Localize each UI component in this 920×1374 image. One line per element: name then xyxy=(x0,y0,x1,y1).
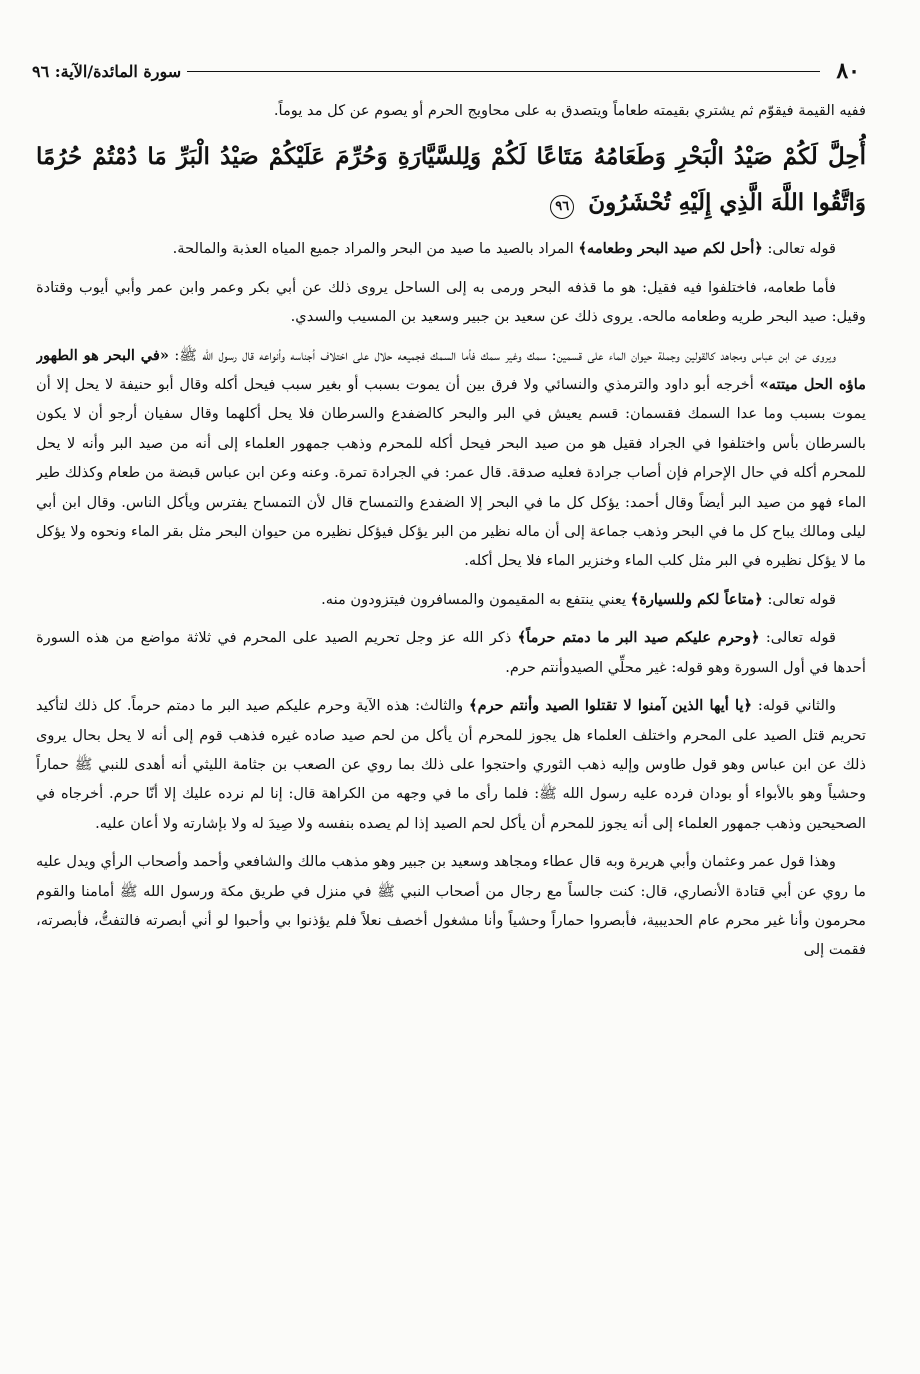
paragraph-post: والثالث: هذه الآية وحرم عليكم صيد البر ما دمتم حرماً. كل ذلك لتأكيد تحريم قتل الصيد على المحرم واختلف العلماء هل يجوز للمحرم أن يأكل من لحم صيد صاده غيره فذهب قوم إلى أنه لا يحل بحال يروى ذلك عن ابن عباس وهو قول طاوس وإليه ذهب الثوري واحتجوا على ذلك بما روي عن الصعب بن جثامة الليثي أنه أهدى للنبي ﷺ حماراً وحشياً وهو بالأبواء أو بودان فرده عليه رسول الله ﷺ: فلما رأى ما في وجهه من الكراهة قال: إنا لم نرده عليك إلا أنّا حرم. أخرجاه في الصحيحين وذهب جمهور العلماء إلى أنه يجوز للمحرم أن يأكل لحم الصيد إذا لم يصده بنفسه ولا صِيدَ له ولا بإشارته ولا أعان عليه. xyxy=(36,697,866,832)
header-rule xyxy=(187,71,820,72)
paragraph-pre: قوله تعالى: xyxy=(759,629,837,647)
verse-number-marker: ٩٦ xyxy=(550,195,574,219)
paragraph xyxy=(36,847,866,965)
quoted-hadith: «في البحر هو الطهور ماؤه الحل ميتته» xyxy=(36,346,866,394)
paragraph-pre: ويروى عن ابن عباس ومجاهد كالقولين وجملة حيوان الماء على قسمين: سمك وغير سمك فأما السمك فجميعه حلال على اختلاف أجناسه وأنواعه قال رسول الله ﷺ: xyxy=(169,346,836,364)
quran-verse xyxy=(36,134,866,226)
paragraph-post: المراد بالصيد ما صيد من البحر والمراد جميع المياه العذبة والمالحة. xyxy=(172,240,579,258)
paragraph-post: أخرجه أبو داود والترمذي والنسائي ولا فرق بين أن يموت بسبب أو بغير سبب فيحل أكله وقال أبو حنيفة لا يحل إلا أن يموت بسبب وما عدا السمك فقسمان: قسم يعيش في البر والبحر كالضفدع والسرطان فلا يحل أكلهما وقال سفيان أرجو أن لا يكون بالسرطان بأس واختلفوا في الجراد فقيل هو من صيد البحر فيحل أكله للمحرم وذهب جمهور العلماء إلى أنه من صيد البر وأنه لا يحل للمحرم أكله في حال الإحرام فإن أصاب جرادة فعليه صدقة. قال عمر: في الجرادة تمرة. وعنه وعن ابن عباس قبضة من طعام وكذلك طير الماء فهو من صيد البر أيضاً وقال أحمد: يؤكل كل ما في البحر إلا الضفدع والتمساح قال لأن التمساح يفترس ويأكل الناس. وقال ابن أبي ليلى ومالك يباح كل ما في البحر وذهب جماعة إلى أن ماله نظير من البر يؤكل فيؤكل نظيره من حيوان البحر مثل بقر الماء ونحوه ولا يؤكل ما لا يؤكل نظيره في البر مثل كلب الماء وخنزير الماء فلا يحل أكله. xyxy=(36,376,866,570)
intro-paragraph: ففيه القيمة فيقوّم ثم يشتري بقيمته طعاماً ويتصدق به على محاويج الحرم أو يصوم عن كل مد يوماً. xyxy=(273,102,866,119)
paragraph xyxy=(36,585,866,614)
paragraph xyxy=(36,691,866,838)
paragraph xyxy=(36,273,866,332)
paragraph-post: ذكر الله عز وجل تحريم الصيد على المحرم في ثلاثة مواضع من هذه السورة أحدها في أول السورة وهو قوله: غير محلِّي الصيدوأنتم حرم. xyxy=(36,629,866,676)
paragraph-pre: قوله تعالى: xyxy=(762,590,836,608)
page-header xyxy=(32,56,860,86)
paragraph-pre: قوله تعالى: xyxy=(762,240,836,258)
paragraph xyxy=(36,341,866,576)
surah-reference: سورة المائدة/الآية: ٩٦ xyxy=(32,61,182,81)
quoted-verse: ﴿يا أيها الذين آمنوا لا تقتلوا الصيد وأنتم حرم﴾ xyxy=(469,697,753,715)
paragraph-post: يعني ينتفع به المقيمون والمسافرون فيتزودون منه. xyxy=(321,590,631,608)
paragraph xyxy=(36,234,866,263)
quoted-verse: ﴿وحرم عليكم صيد البر ما دمتم حرماً﴾ xyxy=(517,629,760,647)
paragraph-post: فأما طعامه، فاختلفوا فيه فقيل: هو ما قذفه البحر ورمى به إلى الساحل يروى ذلك عن أبي بكر وعمر وابن عمر وأبي أيوب وقتادة وقيل: صيد البحر طريه وطعامه مالحه. يروى ذلك عن سعيد بن جبير وسعيد بن المسيب والسدي. xyxy=(36,278,866,326)
paragraph-pre: والثاني قوله: xyxy=(752,697,836,715)
verse-text: أُحِلَّ لَكُمْ صَيْدُ الْبَحْرِ وَطَعَامُهُ مَتَاعًا لَكُمْ وَلِلسَّيَّارَةِ وَحُرِّمَ عَلَيْكُمْ صَيْدُ الْبَرِّ مَا دُمْتُمْ حُرُمًا وَاتَّقُوا اللَّهَ الَّذِي إِلَيْهِ تُحْشَرُونَ xyxy=(36,143,866,217)
quoted-verse: ﴿متاعاً لكم وللسيارة﴾ xyxy=(630,590,763,608)
paragraph-post: وهذا قول عمر وعثمان وأبي هريرة وبه قال عطاء ومجاهد وسعيد بن جبير وهو مذهب مالك والشافعي وأحمد وأصحاب الرأي ويدل عليه ما روي عن أبي قتادة الأنصاري، قال: كنت جالساً مع رجال من أصحاب النبي ﷺ في منزل في طريق مكة ورسول الله ﷺ أمامنا والقوم محرمون وأنا غير محرم عام الحديبية، فأبصروا حماراً وحشياً وأنا مشغول أخصف نعلاً فلم يؤذنوا بي وأحبوا لو أني أبصرته فالتفتُّ، فأبصرته، فقمت إلى xyxy=(36,853,866,959)
page-number: ٨٠ xyxy=(836,58,860,84)
quoted-verse: ﴿أحل لكم صيد البحر وطعامه﴾ xyxy=(578,240,763,258)
page-body xyxy=(36,96,866,1358)
paragraph xyxy=(36,623,866,682)
